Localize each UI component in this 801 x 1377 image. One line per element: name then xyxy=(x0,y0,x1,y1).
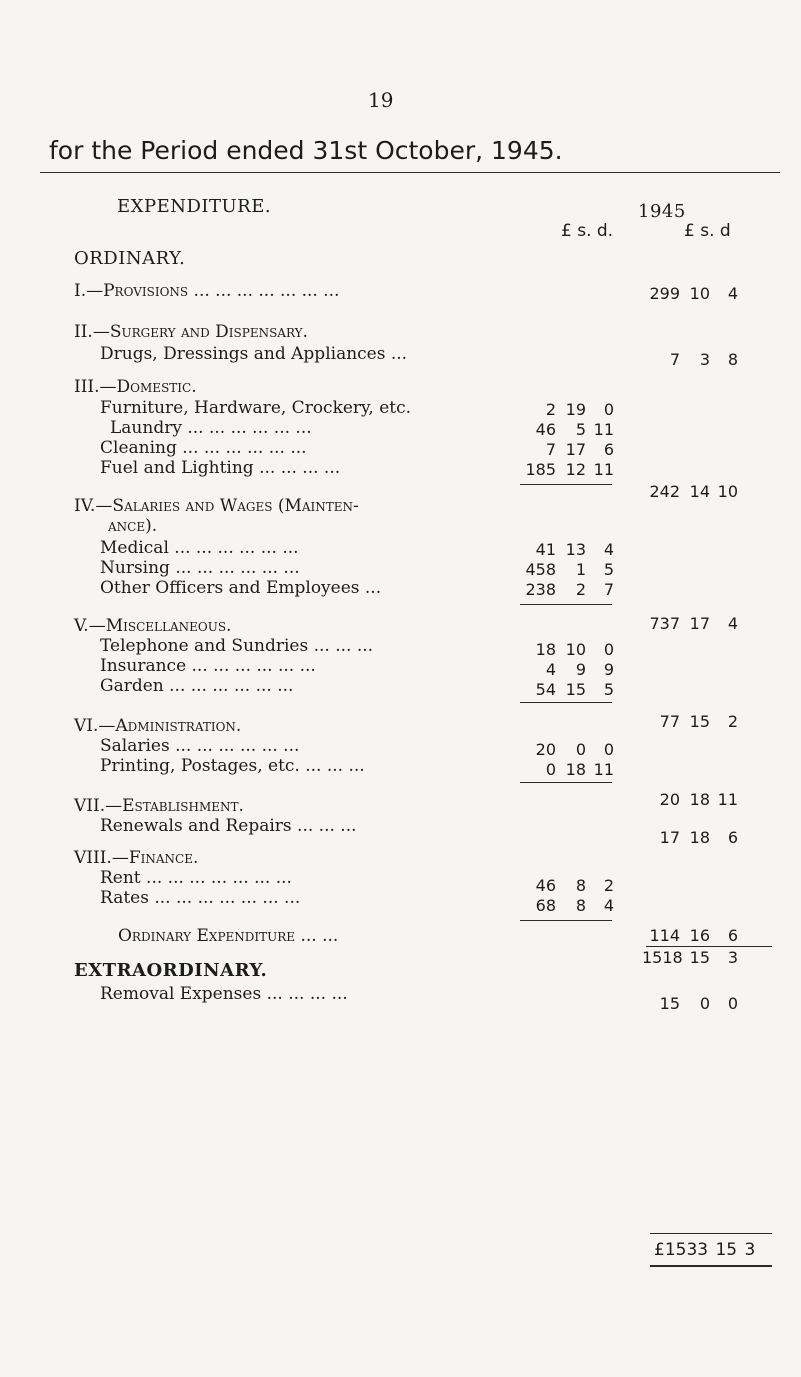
finance-amount: 46 8 2 xyxy=(535,876,614,895)
section-surgery: II.—Surgery and Dispensary. xyxy=(74,322,308,342)
ordinary-expenditure-label: Ordinary Expenditure ... ... xyxy=(118,926,339,946)
section-domestic: III.—Domestic. xyxy=(74,377,197,397)
section-provisions: I.—Provisions ... ... ... ... ... ... ... xyxy=(74,281,340,301)
section-salaries: IV.—Salaries and Wages (Mainten- xyxy=(74,496,359,516)
page-title: for the Period ended 31st October, 1945. xyxy=(49,136,563,165)
domestic-amount: 7 17 6 xyxy=(545,440,614,459)
misc-item: Insurance ... ... ... ... ... ... xyxy=(100,656,316,676)
domestic-item: Laundry ... ... ... ... ... ... xyxy=(110,418,312,438)
domestic-amount: 185 12 11 xyxy=(525,460,614,479)
finance-item: Rent ... ... ... ... ... ... ... xyxy=(100,868,292,888)
admin-item: Salaries ... ... ... ... ... ... xyxy=(100,736,300,756)
grand-total: £1533 15 3 xyxy=(654,1240,756,1260)
year-heading: 1945 xyxy=(638,201,686,222)
salaries-amount: 41 13 4 xyxy=(535,540,614,559)
domestic-amount: 46 5 11 xyxy=(535,420,614,439)
admin-total: 20 18 11 xyxy=(659,790,738,809)
salaries-item: Medical ... ... ... ... ... ... xyxy=(100,538,299,558)
subtotal-rule xyxy=(520,604,612,605)
misc-item: Garden ... ... ... ... ... ... xyxy=(100,676,294,696)
admin-amount: 20 0 0 xyxy=(535,740,614,759)
section-miscellaneous: V.—Miscellaneous. xyxy=(74,616,232,636)
extraordinary-heading: EXTRAORDINARY. xyxy=(74,960,268,981)
misc-amount: 4 9 9 xyxy=(545,660,614,679)
domestic-item: Furniture, Hardware, Crockery, etc. xyxy=(100,398,412,418)
domestic-item: Fuel and Lighting ... ... ... ... xyxy=(100,458,341,478)
surgery-item: Drugs, Dressings and Appliances ... xyxy=(100,344,408,364)
establishment-item: Renewals and Repairs ... ... ... xyxy=(100,816,357,836)
ordinary-expenditure-total: 1518 15 3 xyxy=(642,948,738,967)
section-establishment: VII.—Establishment. xyxy=(74,796,244,816)
surgery-total: 7 3 8 xyxy=(669,350,738,369)
domestic-total: 242 14 10 xyxy=(649,482,738,501)
section-administration: VI.—Administration. xyxy=(74,716,242,736)
ordinary-heading: ORDINARY. xyxy=(74,248,186,269)
col2-currency-header: £ s. d xyxy=(684,221,731,241)
extraordinary-item: Removal Expenses ... ... ... ... xyxy=(100,984,348,1004)
salaries-total: 737 17 4 xyxy=(649,614,738,633)
salaries-item: Other Officers and Employees ... xyxy=(100,578,382,598)
salaries-amount: 458 1 5 xyxy=(525,560,614,579)
finance-amount: 68 8 4 xyxy=(535,896,614,915)
admin-amount: 0 18 11 xyxy=(545,760,614,779)
domestic-item: Cleaning ... ... ... ... ... ... xyxy=(100,438,307,458)
col1-currency-header: £ s. d. xyxy=(561,221,614,241)
misc-amount: 54 15 5 xyxy=(535,680,614,699)
finance-item: Rates ... ... ... ... ... ... ... xyxy=(100,888,301,908)
misc-item: Telephone and Sundries ... ... ... xyxy=(100,636,374,656)
establishment-total: 17 18 6 xyxy=(659,828,738,847)
subtotal-rule xyxy=(520,782,612,783)
title-underline xyxy=(40,172,780,173)
total-rule xyxy=(646,946,772,947)
page-number: 19 xyxy=(368,88,394,112)
misc-amount: 18 10 0 xyxy=(535,640,614,659)
grand-total-rule-top xyxy=(650,1233,772,1234)
subtotal-rule xyxy=(520,920,612,921)
misc-total: 77 15 2 xyxy=(659,712,738,731)
extraordinary-total: 15 0 0 xyxy=(659,994,738,1013)
salaries-item: Nursing ... ... ... ... ... ... xyxy=(100,558,300,578)
section-finance: VIII.—Finance. xyxy=(74,848,199,868)
subtotal-rule xyxy=(520,702,612,703)
subtotal-rule xyxy=(520,484,612,485)
grand-total-rule-bottom xyxy=(650,1265,772,1267)
expenditure-heading: EXPENDITURE. xyxy=(117,196,272,217)
finance-total: 114 16 6 xyxy=(649,926,738,945)
section-salaries-cont: ance). xyxy=(108,516,158,536)
provisions-total: 299 10 4 xyxy=(649,284,738,303)
salaries-amount: 238 2 7 xyxy=(525,580,614,599)
admin-item: Printing, Postages, etc. ... ... ... xyxy=(100,756,365,776)
domestic-amount: 2 19 0 xyxy=(545,400,614,419)
